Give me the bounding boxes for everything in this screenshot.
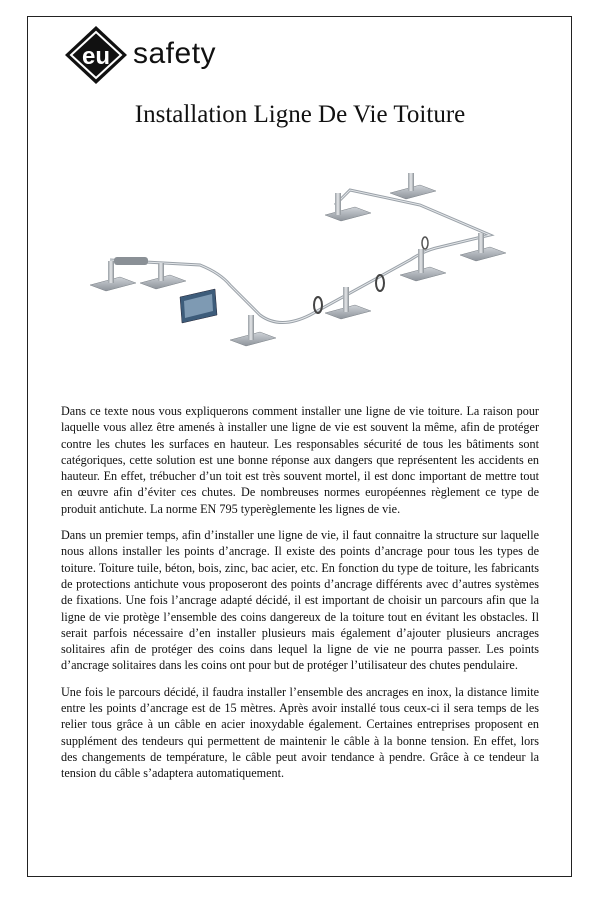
page-title: Installation Ligne De Vie Toiture bbox=[134, 101, 466, 128]
paragraph-1: Dans ce texte nous vous expliquerons comment installer une ligne de vie toiture. La raison pour laquelle vous allez être amenés à installer une ligne de vie est souvent la même, afin de protéger contre les chutes les surfaces en hauteur. Les responsables sécurité de tous les bâtiments sont catégoriques, cette solution est une bonne réponse aux dangers que représentent les accidents en hauteur. En effet, trébucher d’un toit est très souvent mortel, il est donc important de mettre tout en œuvre afin d’éviter ces chutes. De nombreuses normes européennes règlement ce type de produit antichute. La norme EN 795 typerèglemente les lignes de vie. bbox=[61, 404, 539, 516]
lifeline-system-image bbox=[80, 165, 520, 380]
paragraph-2: Dans un premier temps, afin d’installer une ligne de vie, il faut connaitre la structure sur laquelle nous allons installer les points d’ancrage. Il existe des points d’ancrage pour tous les types de toiture. Toiture tuile, béton, bois, zinc, bac acier, etc. En fonction du type de toiture, les fabricants de protections antichute vous proposeront des points d’ancrage différents avec d’autres systèmes de fixations. Une fois l’ancrage adapté décidé, il est important de choisir un parcours afin que la ligne de vie protège l’ensemble des coins dangereux de la toiture tout en évitant les obstacles. Il serait parfois nécessaire d’en installer plusieurs mais également d’ajouter plusieurs ancrages solitaires afin de protéger des coins dans lequel la ligne de vie ne pourra passer. Les points d’ancrage solitaires dans les coins ont pour but de protéger l’utilisateur des chutes pendulaire. bbox=[61, 528, 539, 673]
brand-logo[interactable] bbox=[61, 24, 221, 86]
brand-name: safety bbox=[133, 37, 217, 70]
paragraph-3: Une fois le parcours décidé, il faudra installer l’ensemble des ancrages en inox, la distance limite entre les points d’ancrage est de 15 mètres. Après avoir installé tous ceux-ci il sera temps de les relier tous grâce à un câble en acier inoxydable également. Certaines entreprises proposent en supplément des tendeurs qui permettent de maintenir le câble à la bonne tension. En effet, lors des changements de température, le câble peut avoir tendance à pendre. Grâce à ce tendeur la tension du câble s’adaptera automatiquement. bbox=[61, 684, 539, 781]
lifeline-illustration bbox=[80, 165, 520, 380]
logo-badge-icon bbox=[61, 24, 131, 86]
article-body bbox=[61, 403, 539, 792]
logo-badge-text: eu bbox=[81, 43, 111, 70]
